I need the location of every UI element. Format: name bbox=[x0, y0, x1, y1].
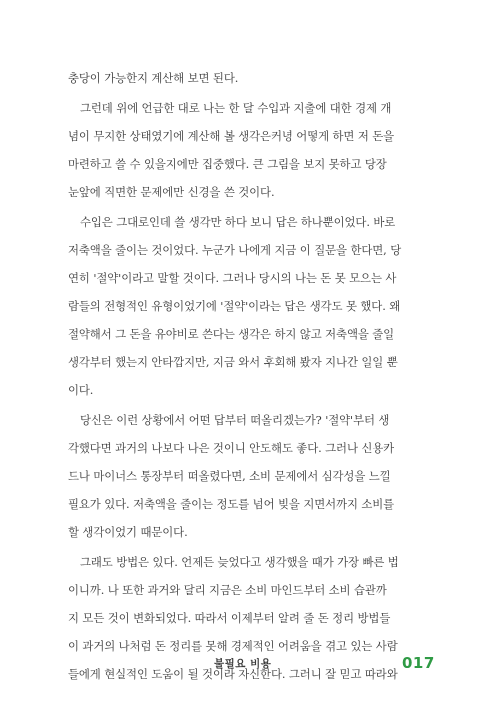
text-line: 들에게 현실적인 도움이 될 것이라 자신한다. 그러니 잘 믿고 따라와 bbox=[68, 667, 398, 681]
text-line: 당신은 이런 상황에서 어떤 답부터 떠올리겠는가? '절약'부터 생 bbox=[80, 413, 390, 427]
page-number: 017 bbox=[402, 654, 435, 672]
text-line: 수입은 그대로인데 쓸 생각만 하다 보니 답은 하나뿐이었다. 바로 bbox=[80, 215, 396, 229]
text-line: 충당이 가능한지 계산해 보면 된다. bbox=[68, 71, 239, 85]
text-line: 연히 '절약'이라고 말할 것이다. 그러나 당시의 나는 돈 못 모으는 사 bbox=[68, 271, 397, 285]
text-line: 람들의 전형적인 유형이었기에 '절약'이라는 답은 생각도 못 했다. 왜 bbox=[68, 299, 401, 313]
text-line: 이 과거의 나처럼 돈 정리를 못해 경제적인 어려움을 겪고 있는 사람 bbox=[68, 639, 398, 653]
text-line: 절약해서 그 돈을 유야비로 쓴다는 생각은 하지 않고 저축액을 줄일 bbox=[68, 327, 395, 341]
text-line: 저축액을 줄이는 것이었다. 누군가 나에게 지금 이 질문을 한다면, 당 bbox=[68, 243, 402, 257]
text-line: 념이 무지한 상태였기에 계산해 볼 생각은커녕 어떻게 하면 저 돈을 bbox=[68, 129, 395, 143]
text-line: 이니까. 나 또한 과거와 달리 지금은 소비 마인드부터 소비 습관까 bbox=[68, 583, 387, 597]
text-line: 할 생각이었기 때문이다. bbox=[68, 525, 188, 539]
page-footer bbox=[0, 654, 500, 674]
text-line: 마련하고 쓸 수 있을지에만 집중했다. 큰 그림을 보지 못하고 당장 bbox=[68, 157, 387, 171]
running-footer-title: 불필요 비용 bbox=[214, 658, 272, 670]
text-line: 눈앞에 직면한 문제에만 신경을 쓴 것이다. bbox=[68, 185, 275, 199]
text-line: 생각부터 했는지 안타깝지만, 지금 와서 후회해 봤자 지나간 일일 뿐 bbox=[68, 355, 398, 369]
text-line: 드나 마이너스 통장부터 떠올렸다면, 소비 문제에서 심각성을 느낄 bbox=[68, 469, 391, 483]
text-line: 각했다면 과거의 나보다 나은 것이니 안도해도 좋다. 그러나 신용카 bbox=[68, 441, 395, 455]
text-line: 필요가 있다. 저축액을 줄이는 정도를 넘어 빚을 지면서까지 소비를 bbox=[68, 497, 395, 511]
text-line: 이다. bbox=[68, 383, 94, 397]
text-line: 그런데 위에 언급한 대로 나는 한 달 수입과 지출에 대한 경제 개 bbox=[80, 101, 392, 115]
text-line: 그래도 방법은 있다. 언제든 늦었다고 생각했을 때가 가장 빠른 법 bbox=[80, 555, 399, 569]
text-line: 지 모든 것이 변화되었다. 따라서 이제부터 알려 줄 돈 정리 방법들 bbox=[68, 611, 391, 625]
